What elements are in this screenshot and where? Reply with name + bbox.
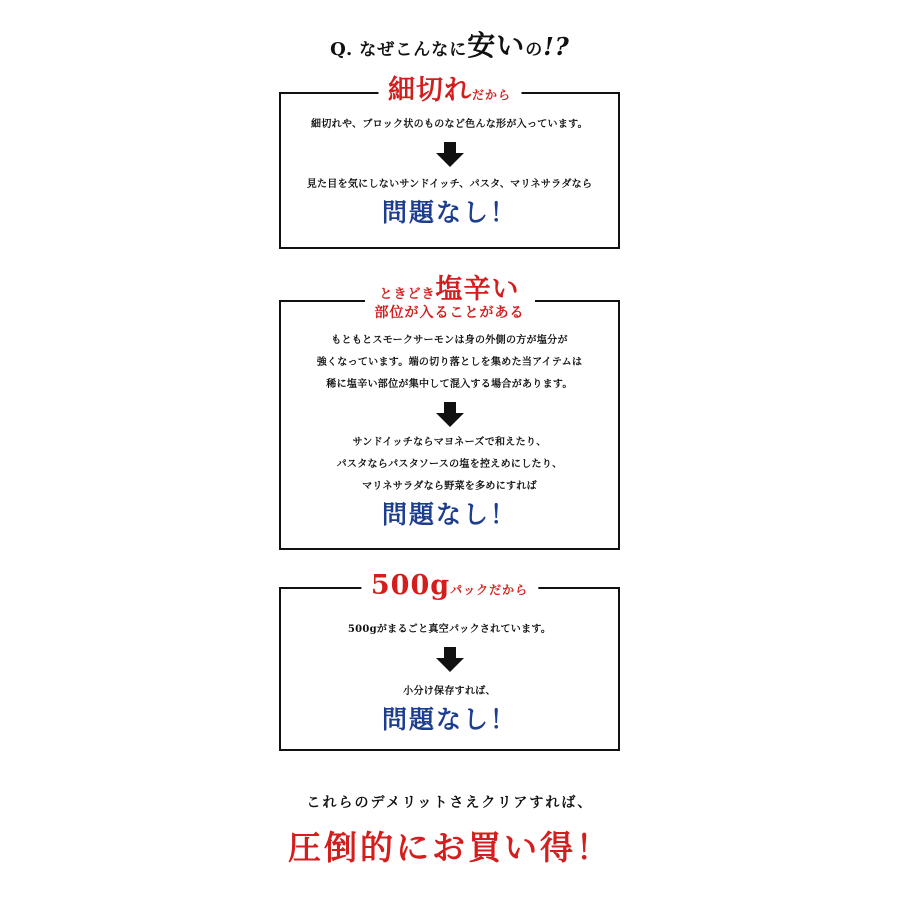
question-text-before: なぜこんなに — [359, 40, 468, 60]
card-resolution: 問題なし！ — [381, 198, 517, 227]
card-heading-suffix: パックだから — [450, 583, 529, 597]
reason-card-salty — [279, 274, 620, 550]
summary-text: これらのデメリットさえクリアすれば、 — [306, 795, 594, 811]
reason-card-cut-pieces — [279, 75, 620, 249]
card-heading-suffix: だから — [471, 88, 512, 102]
question-emphasis: 安い — [467, 29, 526, 62]
down-arrow-icon — [435, 142, 465, 168]
down-arrow-icon — [435, 647, 465, 673]
card-body — [281, 114, 618, 230]
card-text-line: 500gがまるごと真空パックされています。 — [347, 624, 552, 635]
down-arrow-icon — [435, 402, 465, 428]
card-heading — [378, 77, 521, 105]
card-heading — [361, 572, 538, 600]
card-text-line: 稀に塩辛い部位が集中して混入する場合があります。 — [326, 379, 573, 390]
reason-card-500g-pack — [279, 570, 620, 751]
conclusion-headline: 圧倒的にお買い得！ — [288, 828, 612, 867]
card-heading — [365, 276, 535, 321]
card-text-line: 見た目を気にしないサンドイッチ、パスタ、マリネサラダなら — [306, 179, 593, 190]
card-text-line: 小分け保存すれば、 — [403, 686, 496, 697]
card-resolution: 問題なし！ — [381, 500, 517, 529]
card-text-line: 強くなっています。端の切り落としを集めた当アイテムは — [316, 357, 583, 368]
card-text-line: 細切れや、ブロック状のものなど色んな形が入っています。 — [311, 119, 588, 130]
card-text-line: もともとスモークサーモンは身の外側の方が塩分が — [331, 335, 568, 346]
card-resolution: 問題なし！ — [381, 705, 517, 734]
card-heading-prefix: ときどき — [379, 287, 436, 302]
question-prefix: Q. — [330, 39, 354, 60]
card-heading-main: 500g — [370, 570, 451, 601]
card-heading-sub: 部位が入ることがある — [374, 305, 525, 322]
card-text-line: サンドイッチならマヨネーズで和えたり、 — [352, 437, 547, 448]
question-text-after: の — [525, 40, 544, 60]
card-text-line: パスタならパスタソースの塩を控えめにしたり、 — [336, 459, 563, 470]
card-heading-main: 細切れ — [387, 75, 472, 106]
question-heading — [0, 24, 900, 64]
card-body — [281, 619, 618, 737]
question-punct: !? — [543, 32, 570, 61]
card-heading-main: 塩辛い — [435, 274, 520, 305]
card-text-line: マリネサラダなら野菜を多めにすれば — [362, 481, 537, 492]
card-body — [281, 330, 618, 532]
